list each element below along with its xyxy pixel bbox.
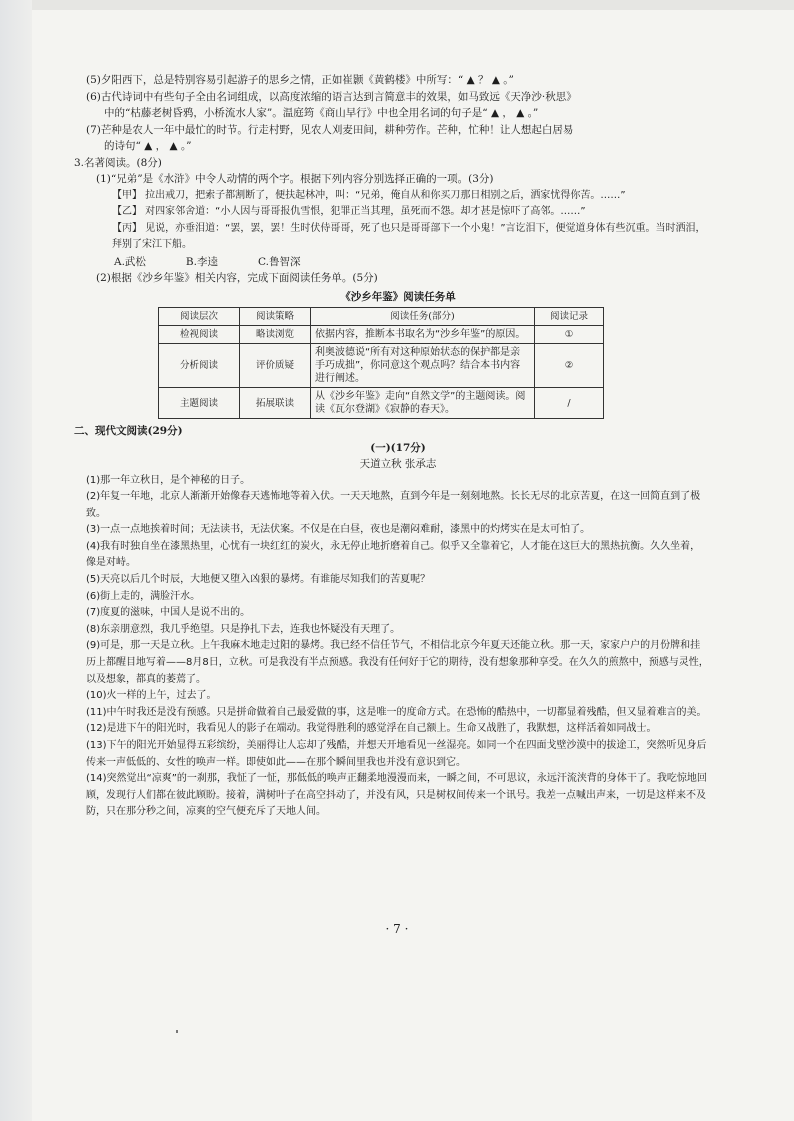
table-cell: 从《沙乡年鉴》走向“自然文学”的主题阅读。阅读《瓦尔登湖》《寂静的春天》。 bbox=[311, 388, 535, 419]
paragraph: (12)是进下午的阳光时，我看见人的影子在端动。我觉得胜利的感觉浮在自己额上。生命又战胜了，我默想，这样活着如同战士。 bbox=[86, 723, 657, 735]
excerpt-bing: 【丙】 见说，亦垂泪道：“罢，罢，罢！生时伏侍哥哥，死了也只是哥哥部下一个小鬼！”言讫泪下，便觉道身体有些沉重。当时洒泪，拜别了宋江下船。 bbox=[112, 222, 706, 250]
paragraph: (4)我有时独自坐在漆黑热里，心忧有一块红红的炭火，永无停止地折磨着自己。似乎又全靠着它，人才能在这巨大的黑热抗衡。久久坐着，像是对峙。 bbox=[86, 540, 701, 569]
paragraph: (8)东亲朋意烈，我几乎绝望。只是挣扎下去，连我也怀疑没有天理了。 bbox=[86, 623, 401, 635]
article-title: 天道立秋 张承志 bbox=[359, 458, 437, 470]
table-row bbox=[159, 344, 604, 388]
scan-edge-top bbox=[0, 0, 794, 10]
table-row bbox=[159, 388, 604, 419]
question-3-2: (2)根据《沙乡年鉴》相关内容，完成下面阅读任务单。(5分) bbox=[96, 272, 378, 284]
table-header: 阅读策略 bbox=[240, 308, 311, 326]
scan-edge-left bbox=[0, 0, 32, 1121]
section-3-title: 3.名著阅读。(8分) bbox=[74, 156, 162, 169]
question-6-line2: 中的“枯藤老树昏鸦，小桥流水人家”。温庭筠《商山早行》中也全用名词的句子是“ ▲ ， ▲ 。” bbox=[104, 107, 539, 119]
table-cell: / bbox=[535, 388, 604, 419]
exam-content bbox=[74, 72, 710, 821]
option-a: A.武松 bbox=[114, 255, 146, 268]
question-6-line1: (6)古代诗词中有些句子全由名词组成，以高度浓缩的语言达到言简意丰的效果，如马致远《天净沙·秋思》 bbox=[86, 90, 577, 103]
paragraph: (14)突然觉出“凉爽”的一刹那，我怔了一怔，那低低的唤声正翻柔地漫漫而来，一瞬之间，不可思议，永远汗流浃背的身体干了。我吃惊地回顾，发现行人们都在彼此顾盼。接着，满树叶子在高空抖动了，并没有风，只是树权间传来一个讯号。我差一点喊出声来，一切是这样来不及防，只在那分秒之间，凉爽的空气便充斥了天地人间。 bbox=[86, 773, 707, 818]
excerpt-jia: 【甲】 拉出戒刀，把索子都割断了，便扶起林冲，叫：“兄弟，俺自从和你买刀那日相别之后，洒家忧得你苦。……” bbox=[112, 189, 626, 201]
page-number: · 7 · bbox=[385, 922, 409, 936]
table-header-row bbox=[159, 308, 604, 326]
paragraph: (13)下午的阳光开始显得五彩缤纷，美丽得让人忘却了残酷，并想天开地看见一丝湿亮。如同一个在四面戈壁沙漠中的拔途工，突然听见身后传来一声低低的、女性的唤声一样。即使如此——在那个瞬间里我也并没有意识到它。 bbox=[86, 740, 707, 768]
excerpt-yi: 【乙】 对四家邻舍道：“小人因与哥哥报仇雪恨，犯罪正当其理，虽死而不怨。却才甚是惊吓了高邻。……” bbox=[112, 206, 586, 217]
paragraph: (1)那一年立秋日，是个神秘的日子。 bbox=[86, 474, 251, 486]
paragraph: (6)街上走的，满脸汗水。 bbox=[86, 590, 201, 602]
scan-speck bbox=[176, 1030, 178, 1033]
question-7-line2: 的诗句“ ▲ ， ▲ 。” bbox=[104, 140, 192, 152]
table-cell: 利奥波德说“所有对这种原始状态的保护都是亲手巧成拙”，你同意这个观点吗？结合本书内容进行阐述。 bbox=[311, 344, 535, 388]
table-row bbox=[159, 326, 604, 344]
table-header: 阅读层次 bbox=[159, 308, 240, 326]
table-cell: 分析阅读 bbox=[159, 344, 240, 388]
table-cell: 主题阅读 bbox=[159, 388, 240, 419]
paragraph: (9)可是，那一天是立秋。上午我麻木地走过阳的暴烤。我已经不信任节气，不相信北京今年夏天还能立秋。那一天，家家户户的月份牌和挂历上都醒目地写着——8月8日，立秋。可是我没有半点预感。我没有任何好于它的期待，没有想象那种享受。在久久的煎熬中，预感与灵性，以及想象，都真的萎蔫了。 bbox=[86, 640, 709, 685]
table-cell: 评价质疑 bbox=[240, 344, 311, 388]
paragraph: (7)度夏的滋味，中国人是说不出的。 bbox=[86, 607, 251, 619]
table-cell: 拓展联读 bbox=[240, 388, 311, 419]
table-cell: ② bbox=[535, 344, 604, 388]
article-body bbox=[86, 473, 710, 821]
paragraph: (2)年复一年地，北京人渐渐开始像春天逃怖地等着入伏。一天天地熬，直到今年是一刻刻地熬。长长无尽的北京苦夏，在这一回简直到了极致。 bbox=[86, 491, 701, 519]
question-3-1: (1)“兄弟”是《水浒》中令人动情的两个字。根据下列内容分别选择正确的一项。(3分) bbox=[96, 173, 494, 185]
reading-task-table bbox=[158, 307, 604, 419]
question-5: (5)夕阳西下，总是特别容易引起游子的思乡之情，正如崔颢《黄鹤楼》中所写：“ ▲ ？ ▲ 。” bbox=[86, 74, 514, 86]
question-7-line1: (7)芒种是农人一年中最忙的时节。行走村野，见农人刈麦田间，耕种劳作。芒种，忙种！让人想起白居易 bbox=[86, 123, 574, 136]
part-2-heading: 二、现代文阅读(29分) bbox=[74, 425, 183, 437]
table-header: 阅读任务(部分) bbox=[311, 308, 535, 326]
table-cell: 检视阅读 bbox=[159, 326, 240, 344]
subsection-heading: (一)(17分) bbox=[370, 441, 426, 454]
paragraph: (5)天亮以后几个时辰，大地便又堕入凶狠的暴烤。有谁能尽知我们的苦夏呢？ bbox=[86, 574, 431, 586]
table-cell: 依据内容，推断本书取名为“沙乡年鉴”的原因。 bbox=[311, 326, 535, 344]
paragraph: (3)一点一点地挨着时间；无法读书，无法伏案。不仅是在白昼，夜也是潮闷难耐，漆黑中的灼烤实在是太可怕了。 bbox=[86, 524, 591, 536]
option-b: B.李逵 bbox=[185, 255, 218, 268]
answer-options bbox=[86, 254, 710, 271]
paragraph: (11)中午时我还是没有预感。只是拼命做着自己最爱做的事，这是唯一的度命方式。在恐怖的酷热中，一切都显着残酷，但又显着难言的美。 bbox=[86, 706, 707, 718]
paragraph: (10)火一样的上午，过去了。 bbox=[86, 690, 217, 702]
table-cell: 略读浏览 bbox=[240, 326, 311, 344]
table-header: 阅读记录 bbox=[535, 308, 604, 326]
option-c: C.鲁智深 bbox=[257, 255, 301, 268]
task-table-title: 《沙乡年鉴》阅读任务单 bbox=[340, 290, 456, 303]
table-cell: ① bbox=[535, 326, 604, 344]
